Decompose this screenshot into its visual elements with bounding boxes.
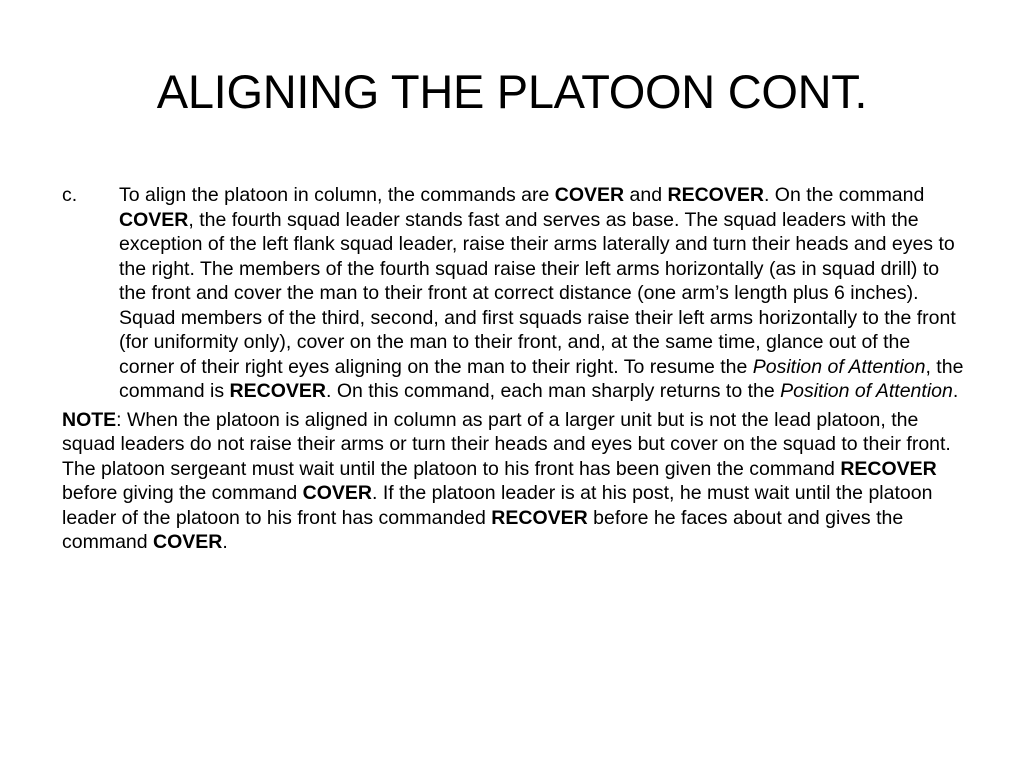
text-run: , the command is bbox=[119, 355, 964, 402]
command-term: NOTE bbox=[62, 408, 117, 431]
text-run: , the fourth squad leader stands fast and serves as base. The squad leaders with the exception of the left flank squad leader, raise their arms laterally and turn their heads and eyes to the right. The members of the fourth squad raise their left arms horizontally (as in squad drill) to the front and cover the man to their front at correct distance (one arm’s length plus 6 inches). Squad members of the third, second, and first squads raise their left arms horizontally to the front (for uniformity only), cover on the man to their front, and, at the same time, glance out of the corner of their right eyes aligning on the man to their right. To resume the bbox=[119, 208, 956, 378]
emphasis-term: Position of Attention bbox=[780, 380, 953, 402]
text-run: . If the platoon leader is at his post, he must wait until the platoon leader of the platoon to his front has commanded bbox=[62, 482, 933, 529]
command-term: RECOVER bbox=[667, 184, 764, 206]
command-term: COVER bbox=[554, 184, 625, 206]
command-term: COVER bbox=[153, 531, 223, 553]
list-marker: c. bbox=[62, 184, 78, 206]
text-run: . On this command, each man sharply returns to the bbox=[325, 380, 781, 402]
list-item-text bbox=[119, 183, 966, 404]
text-run: . On the command bbox=[763, 184, 925, 206]
note-paragraph bbox=[62, 408, 966, 555]
text-run: and bbox=[624, 184, 668, 206]
slide-title: ALIGNING THE PLATOON CONT. bbox=[156, 65, 868, 118]
text-run: before giving the command bbox=[62, 482, 303, 504]
slide-body bbox=[62, 183, 966, 555]
text-run: . bbox=[952, 380, 959, 402]
emphasis-term: Position of Attention bbox=[752, 355, 926, 378]
text-run: To align the platoon in column, the commands are bbox=[119, 184, 555, 206]
command-term: RECOVER bbox=[229, 380, 326, 402]
command-term: COVER bbox=[302, 482, 372, 504]
command-term: RECOVER bbox=[840, 457, 937, 480]
list-item-c bbox=[62, 183, 966, 404]
text-run: before he faces about and gives the command bbox=[62, 506, 904, 553]
command-term: RECOVER bbox=[491, 506, 588, 529]
text-run: : When the platoon is aligned in column as part of a larger unit but is not the lead platoon, the squad leaders do not raise their arms or turn their heads and eyes but cover on the squad to their front. The platoon sergeant must wait until the platoon to his front has been given the command bbox=[62, 408, 951, 480]
command-term: COVER bbox=[119, 208, 189, 231]
text-run: . bbox=[222, 531, 228, 553]
